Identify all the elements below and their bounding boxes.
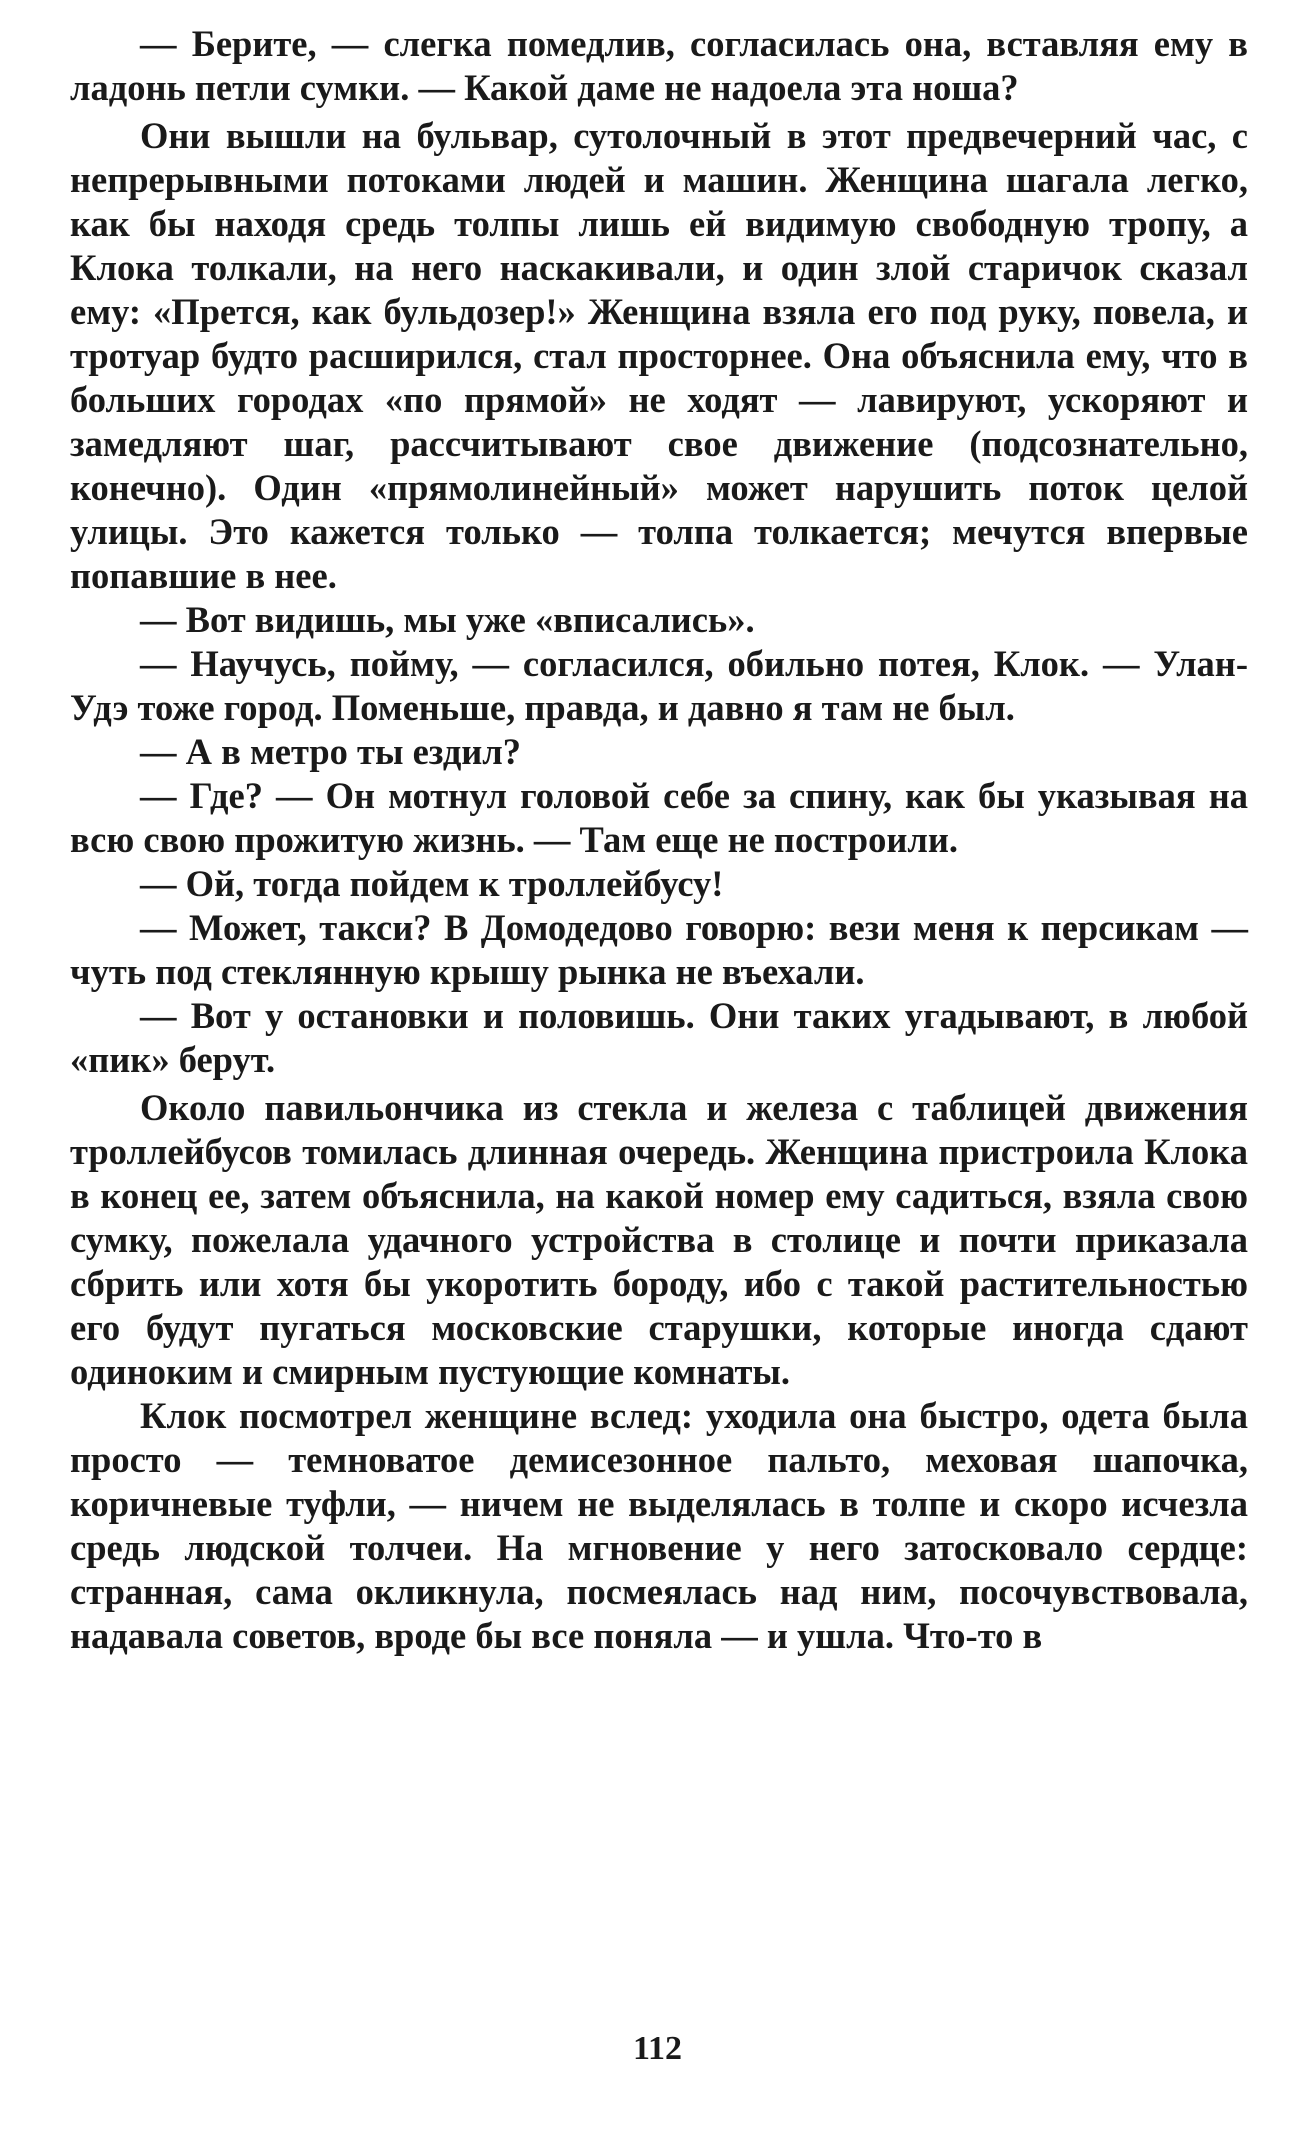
- paragraph-8: — Может, такси? В Домодедово говорю: вези меня к персикам — чуть под стеклянную крышу рынка не въехали.: [70, 907, 1248, 992]
- page-number: 112: [632, 2030, 683, 2067]
- paragraph-4: — Научусь, пойму, — согласился, обильно потея, Клок. — Улан-Удэ тоже город. Поменьше, правда, и давно я там не был.: [70, 643, 1248, 728]
- paragraph-6: — Где? — Он мотнул головой себе за спину, как бы указывая на всю свою прожитую жизнь. — Там еще не построили.: [70, 775, 1248, 860]
- paragraph-11: Клок посмотрел женщине вслед: уходила она быстро, одета была просто — темноватое демисезонное пальто, меховая шапочка, коричневые туфли, — ничем не выделялась в толпе и скоро исчезла средь людской толчеи. На мгновение у него затосковало сердце: странная, сама окликнула, посмеялась над ним, посочувствовала, надавала советов, вроде бы все поняла — и ушла. Что-то в: [70, 1395, 1248, 1656]
- paragraph-3: — Вот видишь, мы уже «вписались».: [140, 599, 755, 640]
- paragraph-1: — Берите, — слегка помедлив, согласилась она, вставляя ему в ладонь петли сумки. — Какой даме не надоела эта ноша?: [70, 23, 1248, 108]
- book-page-text: [70, 22, 1248, 1658]
- paragraph-10: Около павильончика из стекла и железа с таблицей движения троллейбусов томилась длинная очередь. Женщина пристроила Клока в конец ее, затем объяснила, на какой номер ему садиться, взяла свою сумку, пожелала удачного устройства в столице и почти приказала сбрить или хотя бы укоротить бороду, ибо с такой растительностью его будут пугаться московские старушки, которые иногда сдают одиноким и смирным пустующие комнаты.: [70, 1087, 1248, 1392]
- paragraph-5: — А в метро ты ездил?: [140, 731, 522, 772]
- paragraph-9: — Вот у остановки и половишь. Они таких угадывают, в любой «пик» берут.: [70, 995, 1248, 1080]
- paragraph-2: Они вышли на бульвар, сутолочный в этот предвечерний час, с непрерывными потоками людей и машин. Женщина шагала легко, как бы находя средь толпы лишь ей видимую свободную тропу, а Клока толкали, на него наскакивали, и один злой старичок сказал ему: «Прется, как бульдозер!» Женщина взяла его под руку, повела, и тротуар будто расширился, стал просторнее. Она объяснила ему, что в больших городах «по прямой» не ходят — лавируют, ускоряют и замедляют шаг, рассчитывают свое движение (подсознательно, конечно). Один «прямолинейный» может нарушить поток целой улицы. Это кажется только — толпа толкается; мечутся впервые попавшие в нее.: [70, 115, 1248, 596]
- paragraph-7: — Ой, тогда пойдем к троллейбусу!: [140, 863, 724, 904]
